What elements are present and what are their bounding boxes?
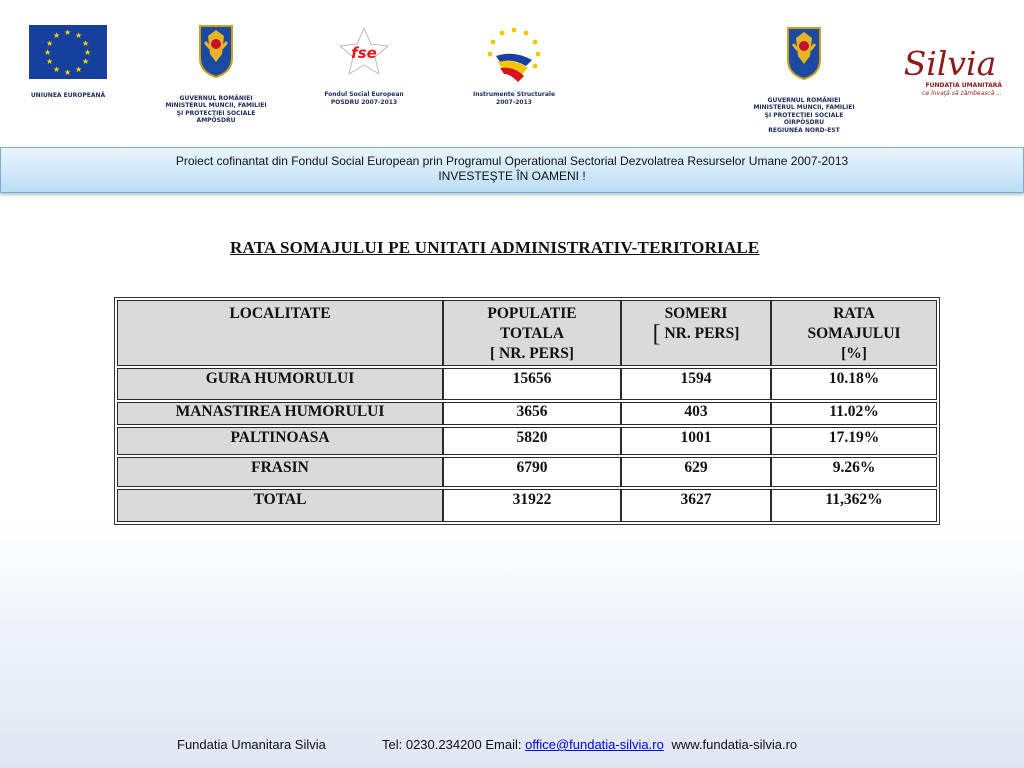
- instrumente-structurale-icon: [482, 24, 546, 88]
- table-row-total-someri: 3627: [621, 489, 771, 522]
- header-localitate-text: LOCALITATE: [229, 305, 331, 322]
- header-rata-line-1: RATA: [833, 305, 875, 322]
- header-localitate: [117, 300, 443, 366]
- header-someri: [621, 300, 771, 366]
- romania-coat-of-arms-icon: [196, 24, 236, 78]
- table-row-2-rata: 11.02%: [771, 402, 937, 425]
- instr-caption-1: Instrumente Structurale: [472, 91, 556, 98]
- table-row-1-someri: 1594: [621, 368, 771, 400]
- gov-left-caption-4: AMPOSDRU: [196, 117, 236, 124]
- gov-left-caption-2: MINISTERUL MUNCII, FAMILIEI: [165, 102, 267, 109]
- table-row-total-populatie: 31922: [443, 489, 621, 522]
- table-row-4-localitate: FRASIN: [117, 457, 443, 487]
- fse-caption-1: Fondul Social European: [324, 91, 404, 98]
- table-row-4-populatie: 6790: [443, 457, 621, 487]
- gov-left-caption-1: GUVERNUL ROMÂNIEI: [179, 94, 253, 102]
- table-row-2-populatie: 3656: [443, 402, 621, 425]
- government-logo-right: [748, 26, 860, 134]
- fse-mark-text: fse: [351, 44, 377, 62]
- gov-right-caption-5: REGIUNEA NORD-EST: [768, 126, 840, 134]
- silvia-tagline: ce învaţă să zâmbească ...: [922, 89, 1002, 97]
- table-row-4-someri: 629: [621, 457, 771, 487]
- government-logo-left: [160, 24, 272, 125]
- footer-email-link[interactable]: office@fundatia-silvia.ro: [525, 737, 664, 752]
- table-row-3-localitate: PALTINOASA: [117, 427, 443, 455]
- table-row-total-localitate: TOTAL: [117, 489, 443, 522]
- fse-mark-icon: [334, 24, 394, 84]
- project-banner: [0, 147, 1024, 193]
- header-someri-line-2: NR. PERS]: [664, 325, 740, 342]
- header-populatie-line-3: [ NR. PERS]: [490, 345, 574, 362]
- footer-web: www.fundatia-silvia.ro: [671, 737, 798, 752]
- gov-left-caption-3: ŞI PROTECŢIEI SOCIALE: [176, 109, 256, 117]
- eu-caption: UNIUNEA EUROPEANĂ: [30, 92, 106, 99]
- table-row-1-rata: 10.18%: [771, 368, 937, 400]
- header-someri-line-1: SOMERI: [664, 305, 728, 322]
- banner-line-2: INVESTEŞTE ÎN OAMENI !: [438, 169, 586, 183]
- header-rata-line-2: SOMAJULUI: [807, 325, 901, 342]
- gov-right-caption-2: MINISTERUL MUNCII, FAMILIEI: [753, 104, 855, 111]
- fse-logo: [318, 24, 410, 106]
- eu-flag-icon: ★ ★ ★ ★ ★ ★ ★ ★ ★ ★ ★ ★: [29, 25, 107, 79]
- table-title: RATA SOMAJULUI PE UNITATI ADMINISTRATIV-TERITORIALE: [230, 238, 760, 257]
- header-someri-bracket: [: [652, 321, 661, 347]
- eu-logo: [20, 25, 116, 100]
- silvia-foundation-logo: [892, 46, 1008, 97]
- header-populatie-line-1: POPULATIE: [487, 305, 577, 322]
- gov-right-caption-4: OIRPOSDRU: [783, 119, 825, 126]
- header-rata: [771, 300, 937, 366]
- footer-contact: [382, 737, 797, 752]
- romania-coat-of-arms-icon-right: [784, 26, 824, 80]
- silvia-wordmark: Silvia: [903, 44, 997, 83]
- table-row-total-rata: 11,362%: [771, 489, 937, 522]
- table-row-1-populatie: 15656: [443, 368, 621, 400]
- table-row-2-localitate: MANASTIREA HUMORULUI: [117, 402, 443, 425]
- silvia-subtitle: FUNDAŢIA UMANITARĂ: [925, 82, 1002, 89]
- header-rata-line-3: [%]: [841, 345, 867, 362]
- header-populatie-line-2: TOTALA: [499, 325, 565, 342]
- unemployment-table: [114, 297, 940, 525]
- instrumente-structurale-logo: [468, 24, 560, 106]
- instr-caption-2: 2007-2013: [496, 98, 532, 106]
- gov-right-caption-1: GUVERNUL ROMÂNIEI: [767, 96, 841, 104]
- table-row-1-localitate: GURA HUMORULUI: [117, 368, 443, 400]
- table-row-3-rata: 17.19%: [771, 427, 937, 455]
- banner-line-1: Proiect cofinantat din Fondul Social European prin Programul Operational Sectorial Dezvolatrea Resurselor Umane 2007-2013: [175, 154, 849, 168]
- table-row-2-someri: 403: [621, 402, 771, 425]
- gov-right-caption-3: ŞI PROTECŢIEI SOCIALE: [764, 111, 844, 119]
- footer-tel: Tel: 0230.234200 Email:: [382, 737, 522, 752]
- fse-caption-2: POSDRU 2007-2013: [330, 98, 398, 106]
- table-row-3-populatie: 5820: [443, 427, 621, 455]
- table-row-4-rata: 9.26%: [771, 457, 937, 487]
- footer-org: Fundatia Umanitara Silvia: [177, 737, 326, 752]
- header-populatie: [443, 300, 621, 366]
- logo-bar: [0, 0, 1024, 145]
- table-row-3-someri: 1001: [621, 427, 771, 455]
